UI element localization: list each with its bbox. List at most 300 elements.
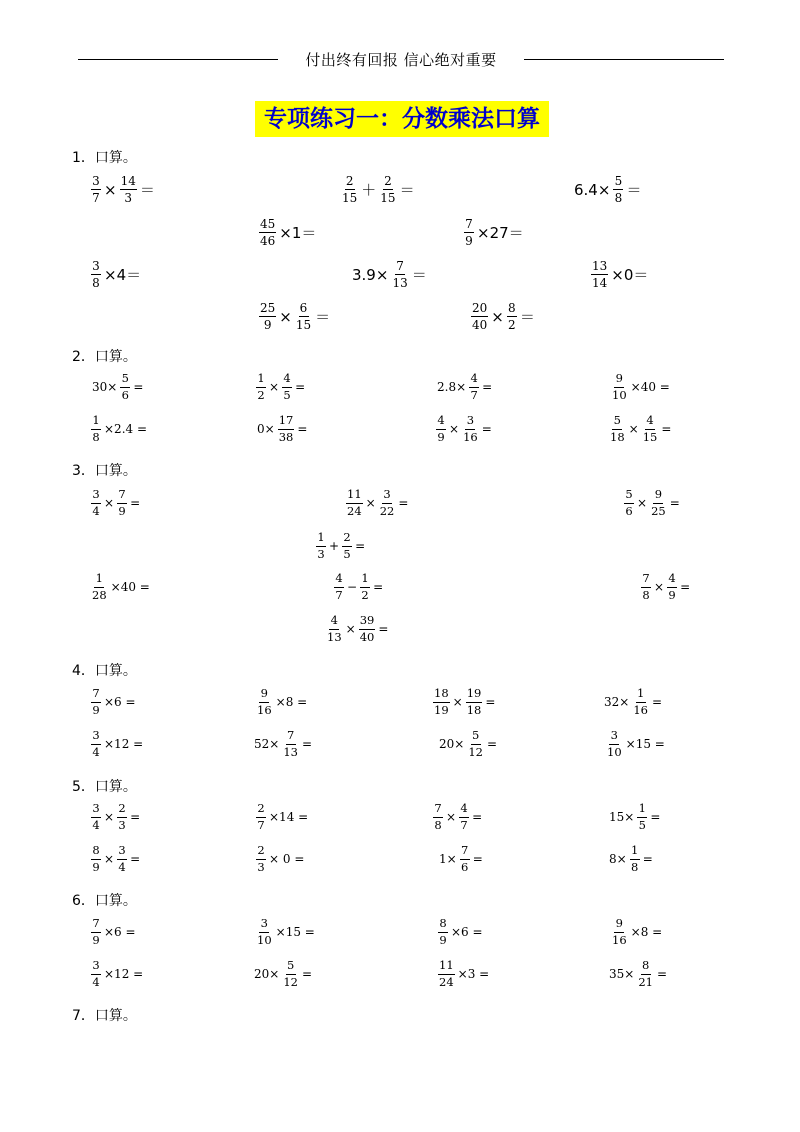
denominator: 7 — [470, 387, 478, 402]
operator-text: 15× — [609, 810, 635, 824]
denominator: 18 — [610, 429, 625, 444]
operator-text: 52× — [254, 737, 280, 751]
denominator: 9 — [263, 318, 272, 332]
section-label: 4．口算。 — [72, 663, 137, 679]
problem — [90, 688, 138, 716]
problem — [90, 175, 157, 204]
operator-text: × — [104, 852, 115, 866]
numerator: 2 — [256, 803, 266, 818]
operator-text: × — [365, 496, 376, 510]
fraction — [613, 175, 623, 204]
fraction — [611, 373, 628, 401]
denominator: 10 — [607, 744, 622, 759]
denominator: 8 — [92, 429, 100, 444]
operator-text: ＝ — [519, 308, 535, 326]
operator-text: ×15 = — [625, 737, 665, 751]
operator-text: ＝ — [139, 181, 155, 199]
operator-text: ×12 = — [104, 967, 144, 981]
denominator: 15 — [380, 191, 396, 205]
worksheet-title — [255, 101, 549, 137]
denominator: 7 — [92, 191, 100, 205]
fraction — [471, 302, 488, 331]
denominator: 9 — [465, 234, 473, 248]
problem — [608, 415, 673, 443]
fraction — [641, 573, 651, 601]
numerator: 8 — [438, 918, 448, 933]
numerator: 13 — [592, 259, 608, 273]
denominator: 13 — [283, 744, 298, 759]
denominator: 5 — [638, 817, 646, 832]
numerator: 1 — [636, 688, 646, 703]
problem — [252, 730, 314, 758]
operator-text: 6.4× — [574, 180, 611, 199]
numerator: 4 — [329, 615, 339, 630]
denominator: 9 — [118, 503, 126, 518]
operator-text: × — [446, 810, 457, 824]
numerator: 45 — [260, 217, 276, 231]
operator-text: = — [651, 695, 663, 709]
operator-text: = — [669, 496, 680, 510]
fraction — [637, 803, 647, 831]
problem — [437, 960, 491, 988]
problem — [437, 918, 485, 946]
operator-text: 0× — [257, 422, 275, 436]
problem — [90, 960, 145, 988]
operator-text: × — [104, 810, 115, 824]
operator-text: = — [661, 422, 672, 436]
numerator: 2 — [256, 845, 266, 860]
section-label: 3．口算。 — [72, 463, 137, 479]
denominator: 24 — [439, 974, 454, 989]
denominator: 4 — [118, 859, 126, 874]
denominator: 4 — [92, 817, 100, 832]
operator-text: ×14 = — [269, 810, 309, 824]
fraction — [117, 489, 127, 517]
operator-text: 30× — [92, 380, 118, 394]
problem — [607, 960, 669, 988]
problem — [255, 373, 307, 401]
denominator: 12 — [283, 974, 298, 989]
fraction — [632, 688, 649, 716]
fraction — [91, 688, 101, 716]
numerator: 4 — [469, 373, 479, 388]
fraction — [316, 532, 326, 560]
denominator: 2 — [508, 318, 516, 332]
operator-text: × — [345, 622, 356, 636]
section-label: 6．口算。 — [72, 893, 137, 909]
fraction — [460, 845, 470, 873]
operator-text: = — [482, 380, 493, 394]
numerator: 2 — [342, 532, 352, 547]
fraction — [438, 918, 448, 946]
denominator: 9 — [92, 702, 100, 717]
numerator: 4 — [459, 803, 469, 818]
numerator: 11 — [346, 489, 363, 504]
denominator: 9 — [439, 932, 447, 947]
problem — [610, 918, 664, 946]
operator-text: 1× — [439, 852, 457, 866]
problem — [605, 730, 667, 758]
fraction — [467, 730, 484, 758]
problem — [333, 573, 385, 601]
denominator: 6 — [625, 503, 633, 518]
fraction — [637, 960, 654, 988]
numerator: 4 — [334, 573, 344, 588]
problem — [255, 918, 317, 946]
denominator: 13 — [392, 276, 408, 290]
denominator: 21 — [638, 974, 653, 989]
problem — [315, 532, 367, 560]
denominator: 46 — [260, 234, 276, 248]
operator-text: ＝ — [315, 308, 331, 326]
problem — [435, 373, 494, 401]
operator-text: = — [130, 496, 141, 510]
operator-text: × — [449, 422, 460, 436]
numerator: 1 — [94, 573, 104, 588]
fraction — [256, 373, 266, 401]
denominator: 15 — [642, 429, 658, 444]
fraction — [507, 302, 517, 331]
numerator: 7 — [465, 217, 473, 231]
denominator: 12 — [468, 744, 483, 759]
fraction — [611, 918, 628, 946]
operator-text: × — [491, 307, 504, 326]
fraction — [91, 573, 108, 601]
denominator: 8 — [642, 587, 650, 602]
numerator: 17 — [278, 415, 295, 430]
numerator: 2 — [345, 174, 354, 188]
numerator: 1 — [630, 845, 640, 860]
denominator: 5 — [283, 387, 291, 402]
problem — [340, 175, 417, 204]
numerator: 1 — [256, 373, 266, 388]
operator-text: = — [398, 496, 409, 510]
problem — [432, 688, 497, 716]
problem — [90, 730, 145, 758]
numerator: 4 — [436, 415, 446, 430]
numerator: 5 — [614, 174, 623, 188]
denominator: 16 — [612, 932, 627, 947]
denominator: 38 — [278, 429, 294, 444]
fraction — [120, 175, 137, 204]
operator-text: = — [301, 737, 313, 751]
operator-text: ×40 = — [110, 580, 150, 594]
operator-text: ＝ — [411, 266, 427, 284]
numerator: 8 — [641, 960, 651, 975]
denominator: 8 — [434, 817, 442, 832]
denominator: 3 — [317, 546, 325, 561]
fraction — [591, 260, 608, 289]
operator-text: ×2.4 = — [104, 422, 148, 436]
problem — [607, 845, 655, 873]
fraction — [91, 415, 101, 443]
denominator: 9 — [437, 429, 445, 444]
denominator: 19 — [434, 702, 449, 717]
problem — [90, 489, 142, 517]
numerator: 2 — [117, 803, 127, 818]
operator-text: × — [452, 695, 463, 709]
fraction — [91, 918, 101, 946]
denominator: 4 — [92, 503, 100, 518]
operator-text: = — [130, 852, 141, 866]
operator-text: × — [628, 422, 639, 436]
fraction — [91, 845, 101, 873]
fraction — [469, 373, 479, 401]
operator-text: ×4＝ — [104, 266, 142, 284]
denominator: 16 — [463, 429, 478, 444]
numerator: 39 — [359, 615, 376, 630]
operator-text: 8× — [609, 852, 627, 866]
fraction — [256, 688, 273, 716]
numerator: 1 — [316, 532, 326, 547]
operator-text: × 0 = — [269, 852, 305, 866]
fraction — [295, 302, 312, 331]
operator-text: = — [301, 967, 313, 981]
problem — [90, 918, 138, 946]
header-rule-right — [524, 59, 724, 60]
problem — [590, 260, 650, 289]
fraction — [359, 615, 376, 643]
denominator: 5 — [343, 546, 351, 561]
operator-text: 35× — [609, 967, 635, 981]
denominator: 3 — [257, 859, 265, 874]
operator-text: ×0＝ — [611, 266, 649, 284]
problem — [90, 845, 142, 873]
denominator: 16 — [257, 702, 272, 717]
problem — [437, 730, 499, 758]
numerator: 5 — [471, 730, 481, 745]
section-label: 7．口算。 — [72, 1008, 137, 1024]
operator-text: ×3 = — [457, 967, 490, 981]
numerator: 11 — [438, 960, 455, 975]
numerator: 3 — [91, 730, 101, 745]
problem — [432, 803, 484, 831]
denominator: 16 — [633, 702, 648, 717]
denominator: 7 — [460, 817, 468, 832]
operator-text: 3.9× — [352, 265, 389, 284]
worksheet-title-text: 专项练习一：分数乘法口算 — [264, 106, 540, 132]
problem — [258, 218, 318, 247]
denominator: 10 — [612, 387, 627, 402]
fraction — [464, 218, 474, 247]
problem — [610, 373, 672, 401]
operator-text: = — [642, 852, 653, 866]
operator-text: ×1＝ — [279, 224, 317, 242]
fraction — [433, 688, 450, 716]
operator-text: = — [130, 810, 141, 824]
operator-text: = — [378, 622, 389, 636]
denominator: 7 — [335, 587, 343, 602]
numerator: 2 — [384, 174, 392, 188]
fraction — [459, 803, 469, 831]
fraction — [624, 489, 634, 517]
denominator: 3 — [124, 191, 133, 205]
fraction — [433, 803, 443, 831]
operator-text: = — [481, 422, 492, 436]
operator-text: × — [269, 380, 280, 394]
operator-text: ＋ — [361, 181, 377, 199]
numerator: 3 — [609, 730, 619, 745]
numerator: 9 — [614, 918, 624, 933]
fraction — [282, 730, 299, 758]
operator-text: × — [637, 496, 648, 510]
problem — [345, 489, 410, 517]
numerator: 7 — [91, 918, 101, 933]
numerator: 7 — [396, 259, 404, 273]
numerator: 3 — [91, 803, 101, 818]
operator-text: ×8 = — [630, 925, 663, 939]
numerator: 18 — [433, 688, 450, 703]
operator-text: = — [650, 810, 661, 824]
fraction — [117, 803, 127, 831]
denominator: 8 — [631, 859, 639, 874]
numerator: 3 — [117, 845, 127, 860]
numerator: 1 — [91, 415, 101, 430]
denominator: 4 — [92, 974, 100, 989]
fraction — [346, 489, 363, 517]
problem — [435, 415, 494, 443]
denominator: 40 — [472, 318, 488, 332]
problem — [623, 489, 682, 517]
numerator: 7 — [641, 573, 651, 588]
fraction — [326, 615, 343, 643]
numerator: 7 — [91, 688, 101, 703]
section-label: 2．口算。 — [72, 349, 137, 365]
denominator: 24 — [347, 503, 362, 518]
fraction — [360, 573, 370, 601]
problem — [607, 803, 662, 831]
fraction — [91, 803, 101, 831]
problem — [90, 373, 145, 401]
denominator: 18 — [466, 702, 482, 717]
fraction — [391, 260, 408, 289]
operator-text: × — [104, 496, 115, 510]
numerator: 3 — [382, 489, 392, 504]
numerator: 6 — [299, 301, 308, 315]
operator-text: ＝ — [399, 181, 415, 199]
numerator: 7 — [460, 845, 470, 860]
problem — [640, 573, 692, 601]
numerator: 3 — [465, 415, 475, 430]
operator-text: = — [485, 695, 496, 709]
operator-text: ×40 = — [630, 380, 670, 394]
fraction — [91, 730, 101, 758]
fraction — [379, 175, 396, 204]
denominator: 28 — [92, 587, 107, 602]
problem — [90, 573, 152, 601]
fraction — [609, 415, 626, 443]
operator-text: 32× — [604, 695, 630, 709]
operator-text: = — [297, 422, 308, 436]
fraction — [259, 218, 276, 247]
section-label: 1．口算。 — [72, 150, 137, 166]
numerator: 4 — [645, 415, 655, 430]
numerator: 7 — [117, 489, 127, 504]
denominator: 15 — [342, 191, 358, 205]
numerator: 5 — [612, 415, 622, 430]
fraction — [342, 532, 352, 560]
fraction — [256, 845, 266, 873]
numerator: 1 — [360, 573, 370, 588]
fraction — [667, 573, 677, 601]
fraction — [462, 415, 479, 443]
fraction — [91, 489, 101, 517]
problem — [255, 803, 310, 831]
numerator: 5 — [286, 960, 296, 975]
operator-text: = — [373, 580, 384, 594]
fraction — [91, 260, 101, 289]
page-header — [78, 47, 724, 71]
operator-text: = — [355, 539, 366, 553]
denominator: 2 — [257, 387, 265, 402]
fraction — [282, 373, 292, 401]
problem — [255, 415, 309, 443]
operator-text: + — [329, 539, 340, 553]
numerator: 7 — [433, 803, 443, 818]
numerator: 4 — [282, 373, 292, 388]
fraction — [436, 415, 446, 443]
operator-text: 2.8× — [437, 380, 467, 394]
numerator: 9 — [653, 489, 663, 504]
fraction — [91, 175, 101, 204]
numerator: 20 — [472, 301, 488, 315]
fraction — [606, 730, 623, 758]
operator-text: = — [656, 967, 668, 981]
denominator: 8 — [614, 191, 623, 205]
operator-text: × — [654, 580, 665, 594]
operator-text: = — [472, 810, 483, 824]
fraction — [91, 960, 101, 988]
problem — [470, 302, 537, 331]
header-rule-left — [78, 59, 278, 60]
operator-text: ×6 = — [104, 695, 136, 709]
operator-text: ×27＝ — [477, 224, 524, 242]
operator-text: = — [472, 852, 483, 866]
denominator: 15 — [295, 318, 312, 332]
fraction — [334, 573, 344, 601]
header-motto: 付出终有回报 信心绝对重要 — [305, 51, 497, 69]
numerator: 3 — [259, 918, 269, 933]
problem — [350, 260, 429, 289]
numerator: 4 — [667, 573, 677, 588]
fraction — [630, 845, 640, 873]
fraction — [120, 373, 130, 401]
problem — [325, 615, 390, 643]
problem — [463, 218, 526, 247]
fraction — [379, 489, 396, 517]
operator-text: = — [295, 380, 306, 394]
operator-text: ×12 = — [104, 737, 144, 751]
problem — [258, 302, 332, 331]
fraction — [650, 489, 667, 517]
operator-text: ×6 = — [451, 925, 483, 939]
denominator: 25 — [651, 503, 666, 518]
operator-text: ×8 = — [275, 695, 308, 709]
operator-text: = — [680, 580, 691, 594]
numerator: 8 — [91, 845, 101, 860]
fraction — [282, 960, 299, 988]
problem — [255, 688, 309, 716]
numerator: 3 — [91, 960, 101, 975]
numerator: 3 — [92, 174, 100, 188]
denominator: 4 — [92, 744, 100, 759]
problem — [255, 845, 306, 873]
denominator: 40 — [359, 629, 375, 644]
operator-text: × — [279, 307, 292, 326]
operator-text: = — [133, 380, 144, 394]
problem — [602, 688, 664, 716]
problem — [437, 845, 485, 873]
